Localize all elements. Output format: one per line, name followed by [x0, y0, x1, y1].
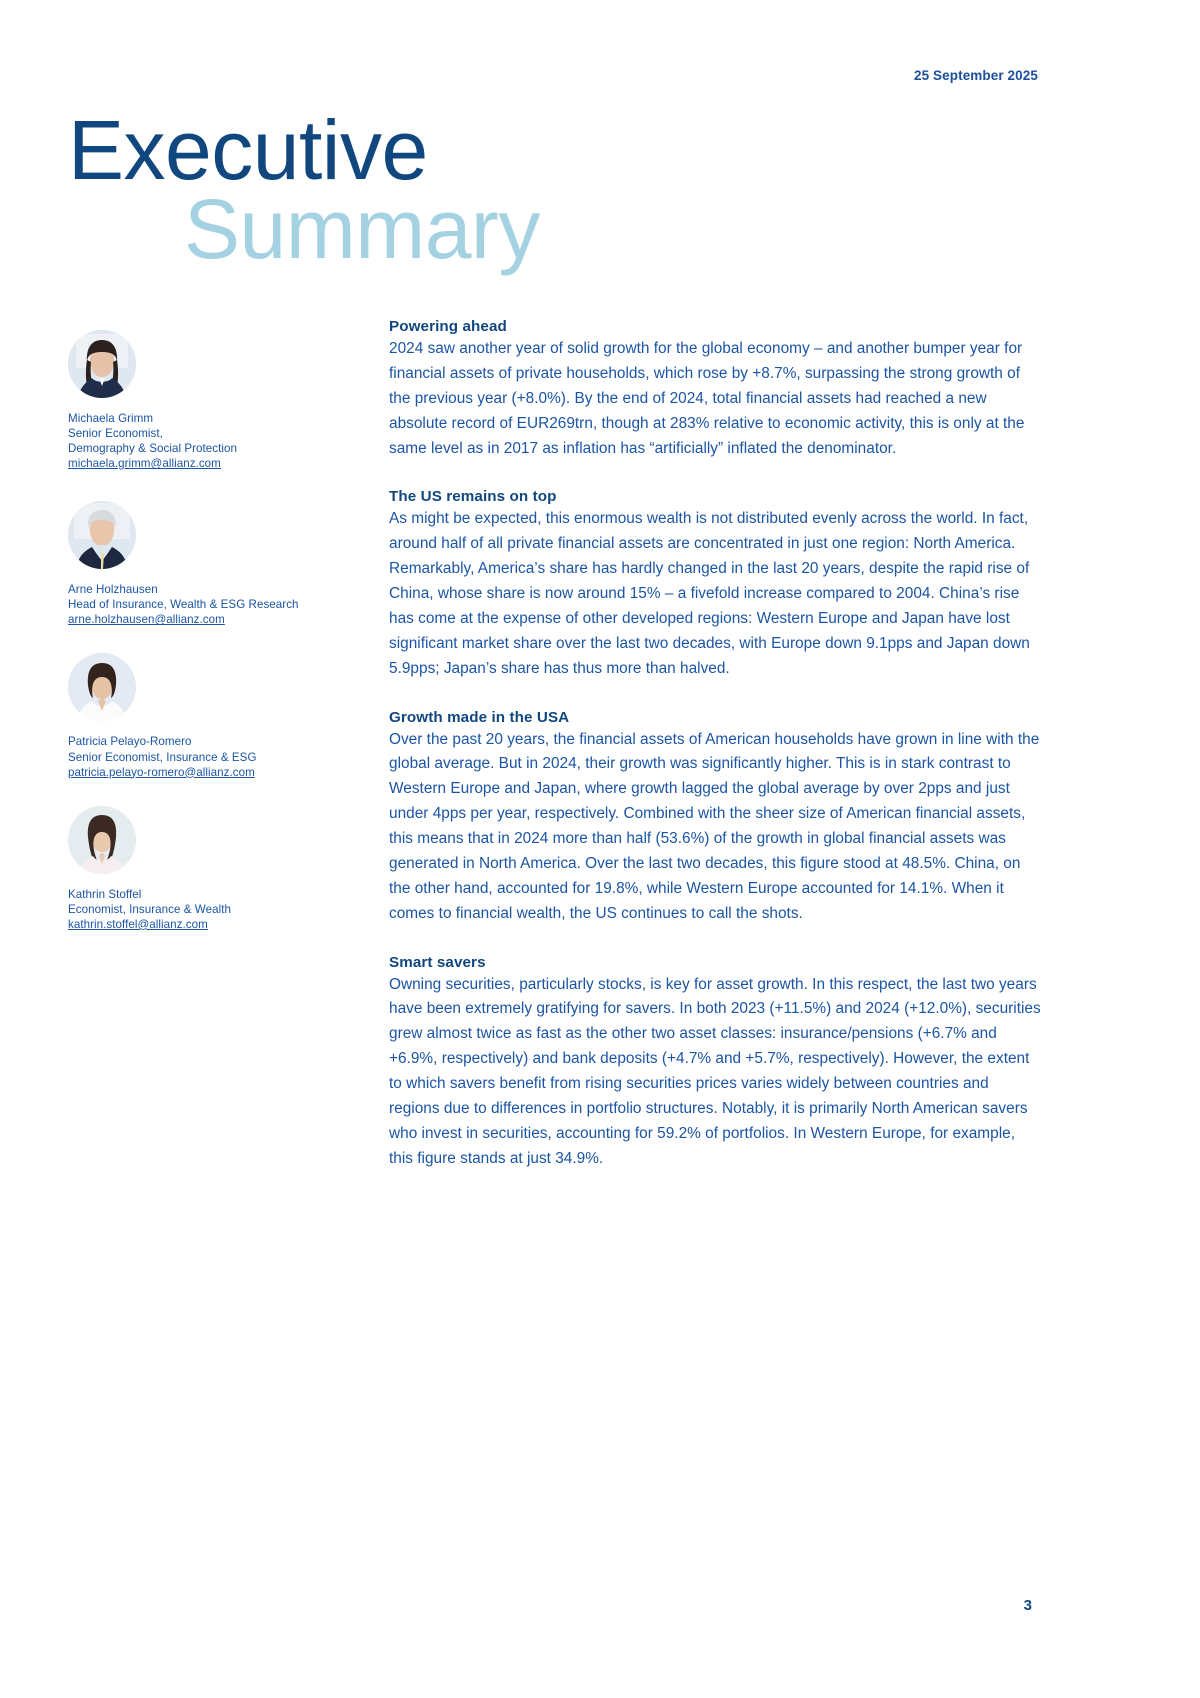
section-heading: The US remains on top [389, 488, 557, 506]
document-date: 25 September 2025 [913, 68, 1038, 83]
author-role-line-1: Head of Insurance, Wealth & ESG Research [68, 598, 299, 612]
article-section [389, 709, 1041, 927]
author-info [68, 411, 368, 471]
article-section [389, 488, 1041, 681]
avatar [68, 330, 136, 398]
author-card [68, 501, 368, 627]
avatar [68, 653, 136, 721]
section-paragraph: Owning securities, particularly stocks, is key for asset growth. In this respect, the last two years have been extremely gratifying for savers. In both 2023 (+11.5%) and 2024 (+12.0%), securities grew almost twice as fast as the other two asset classes: insurance/pensions (+6.7% and +6.9%, respectively) and bank deposits (+4.7% and +5.7%, respectively). However, the extent to which savers benefit from rising securities prices varies widely between countries and regions due to differences in portfolio structures. Notably, it is primarily North American savers who invest in securities, accounting for 59.2% of portfolios. In Western Europe, for example, this figure stands at just 34.9%. [389, 975, 1041, 1167]
section-heading: Powering ahead [389, 318, 507, 335]
author-card [68, 806, 368, 932]
avatar [68, 501, 136, 569]
page-title [68, 103, 968, 276]
section-paragraph: Over the past 20 years, the financial assets of American households have grown in line with the global average. But in 2024, their growth was significantly higher. This is in stark contrast to Western Europe and Japan, where growth lagged the global average by over 2pps and just under 4pps per year, respectively. Combined with the sheer size of American financial assets, this means that in 2024 more than half (53.6%) of the growth in global financial assets was generated in North America. Over the last two decades, this figure stood at 48.5%. China, on the other hand, accounted for 19.8%, while Western Europe accounted for 14.1%. When it comes to financial wealth, the US continues to call the shots. [389, 730, 1040, 922]
section-heading: Smart savers [389, 953, 486, 971]
article-body [389, 318, 1041, 1172]
author-email-link[interactable]: kathrin.stoffel@allianz.com [68, 917, 208, 931]
article-section [389, 954, 1041, 1172]
author-info [68, 582, 368, 627]
author-name: Kathrin Stoffel [68, 887, 142, 901]
section-paragraph: As might be expected, this enormous wealth is not distributed evenly across the world. In fact, around half of all private financial assets are concentrated in just one region: North America. Remarkably, America’s share has hardly changed in the last 20 years, despite the rapid rise of China, whose share is now around 15% – a fivefold increase compared to 2004. China’s rise has come at the expense of other developed regions: Western Europe and Japan have lost significant market share over the last two decades, with Europe down 9.1pps and Japan down 5.9pps; Japan’s share has thus more than halved. [389, 510, 1030, 677]
author-email-link[interactable]: patricia.pelayo-romero@allianz.com [68, 765, 255, 779]
author-role-line-1: Senior Economist, [68, 427, 163, 441]
page-title-line-1: Executive [68, 103, 428, 197]
author-name: Michaela Grimm [68, 412, 154, 425]
page-number: 3 [1023, 1597, 1032, 1614]
author-role-line-1: Economist, Insurance & Wealth [68, 902, 231, 916]
author-name: Arne Holzhausen [68, 583, 158, 597]
avatar [68, 806, 136, 874]
author-role-line-1: Senior Economist, Insurance & ESG [68, 750, 257, 764]
author-email-link[interactable]: arne.holzhausen@allianz.com [68, 613, 225, 627]
article-section [389, 318, 1041, 461]
author-role-line-2: Demography & Social Protection [68, 442, 238, 456]
section-heading: Growth made in the USA [389, 708, 570, 726]
author-email-link[interactable]: michaela.grimm@allianz.com [68, 457, 221, 471]
author-card [68, 653, 368, 779]
author-list [68, 330, 368, 950]
author-card [68, 330, 368, 471]
author-info [68, 734, 368, 779]
page-title-line-2: Summary [184, 181, 540, 276]
author-info [68, 887, 368, 932]
section-paragraph: 2024 saw another year of solid growth for the global economy – and another bumper year for financial assets of private households, which rose by +8.7%, surpassing the strong growth of the previous year (+8.0%). By the end of 2024, total financial assets had reached a new absolute record of EUR269trn, though at 283% relative to economic activity, this is only at the same level as in 2017 as inflation has “artificially” inflated the denominator. [389, 340, 1025, 457]
author-name: Patricia Pelayo-Romero [68, 735, 192, 749]
